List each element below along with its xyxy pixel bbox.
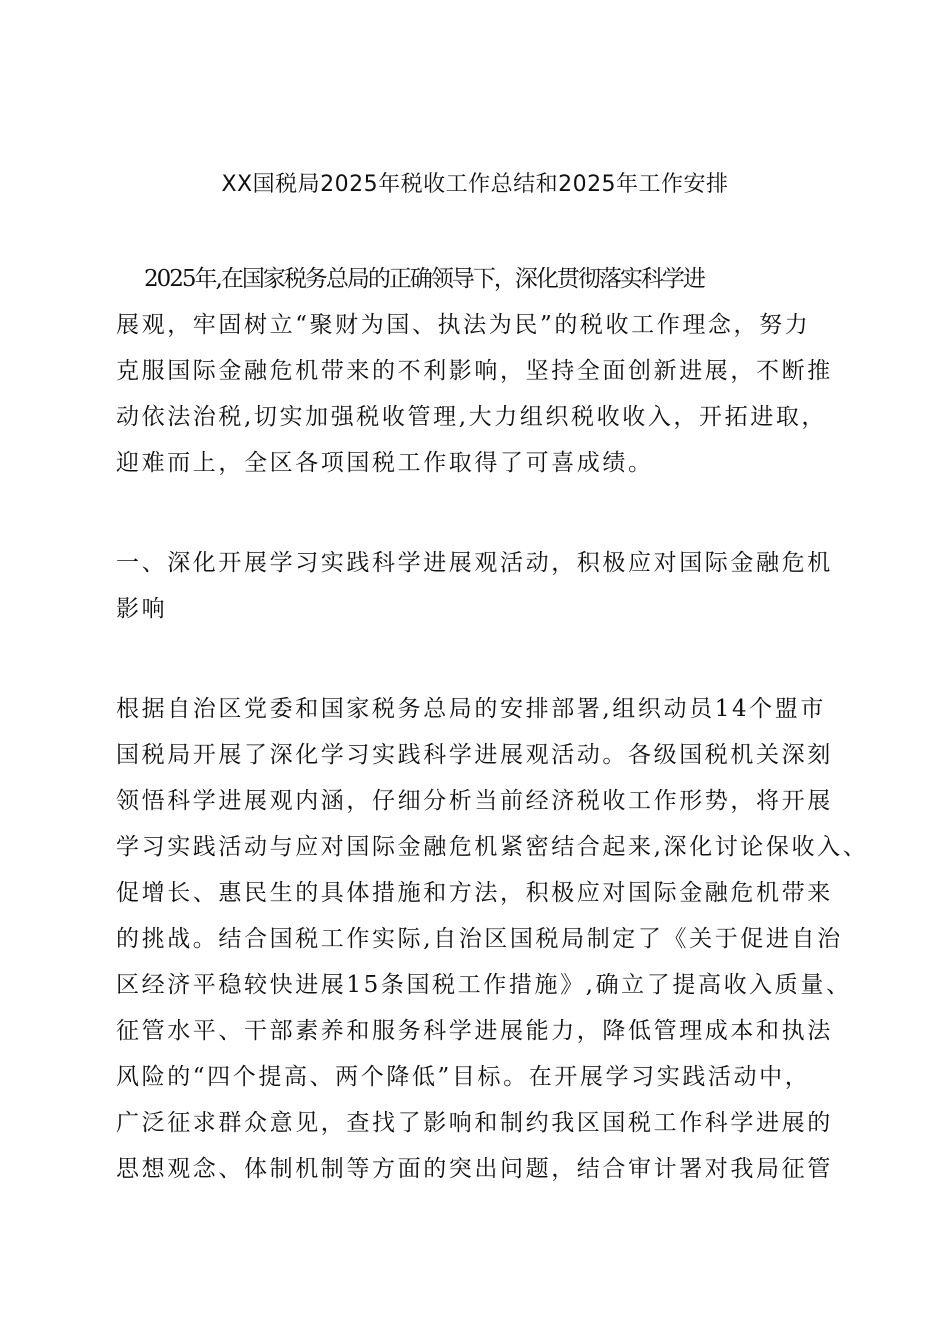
section-1-heading-line-2: 影响 (116, 596, 168, 622)
body-line-2: 国税局开展了深化学习实践科学进展观活动。各级国税机关深刻 (116, 742, 833, 768)
body-line-1: 根据自治区党委和国家税务总局的安排部署,组织动员14个盟市 (116, 696, 826, 722)
intro-line-4: 动依法治税,切实加强税收管理,大力组织税收收入，开拓进取， (116, 404, 828, 430)
body-line-8: 征管水平、干部素养和服务科学进展能力，降低管理成本和执法 (116, 1018, 833, 1044)
document-title: XX国税局2025年税收工作总结和2025年工作安排 (221, 172, 729, 197)
body-line-5: 促增长、惠民生的具体措施和方法，积极应对国际金融危机带来 (116, 880, 833, 906)
intro-line-5: 迎难而上，全区各项国税工作取得了可喜成绩。 (116, 450, 654, 476)
body-line-10: 广泛征求群众意见，查找了影响和制约我区国税工作科学进展的 (116, 1110, 833, 1136)
body-line-6: 的挑战。结合国税工作实际,自治区国税局制定了《关于促进自治 (116, 926, 843, 952)
intro-line-3: 克服国际金融危机带来的不利影响，坚持全面创新进展，不断推 (116, 358, 833, 384)
body-line-4: 学习实践活动与应对国际金融危机紧密结合起来,深化讨论保收入、 (116, 834, 869, 860)
body-line-7: 区经济平稳较快进展15条国税工作措施》,确立了提高收入质量、 (116, 972, 852, 998)
body-line-3: 领悟科学进展观内涵，仔细分析当前经济税收工作形势，将开展 (116, 788, 833, 814)
intro-line-2: 展观，牢固树立“聚财为国、执法为民”的税收工作理念，努力 (116, 312, 811, 338)
body-line-11: 思想观念、体制机制等方面的突出问题，结合审计署对我局征管 (116, 1156, 833, 1182)
intro-line-1: 2025年,在国家税务总局的正确领导下，深化贯彻落实科学进 (144, 266, 704, 292)
section-1-heading-line-1: 一、深化开展学习实践科学进展观活动，积极应对国际金融危机 (116, 550, 833, 576)
body-line-9: 风险的“四个提高、两个降低”目标。在开展学习实践活动中， (116, 1064, 811, 1090)
